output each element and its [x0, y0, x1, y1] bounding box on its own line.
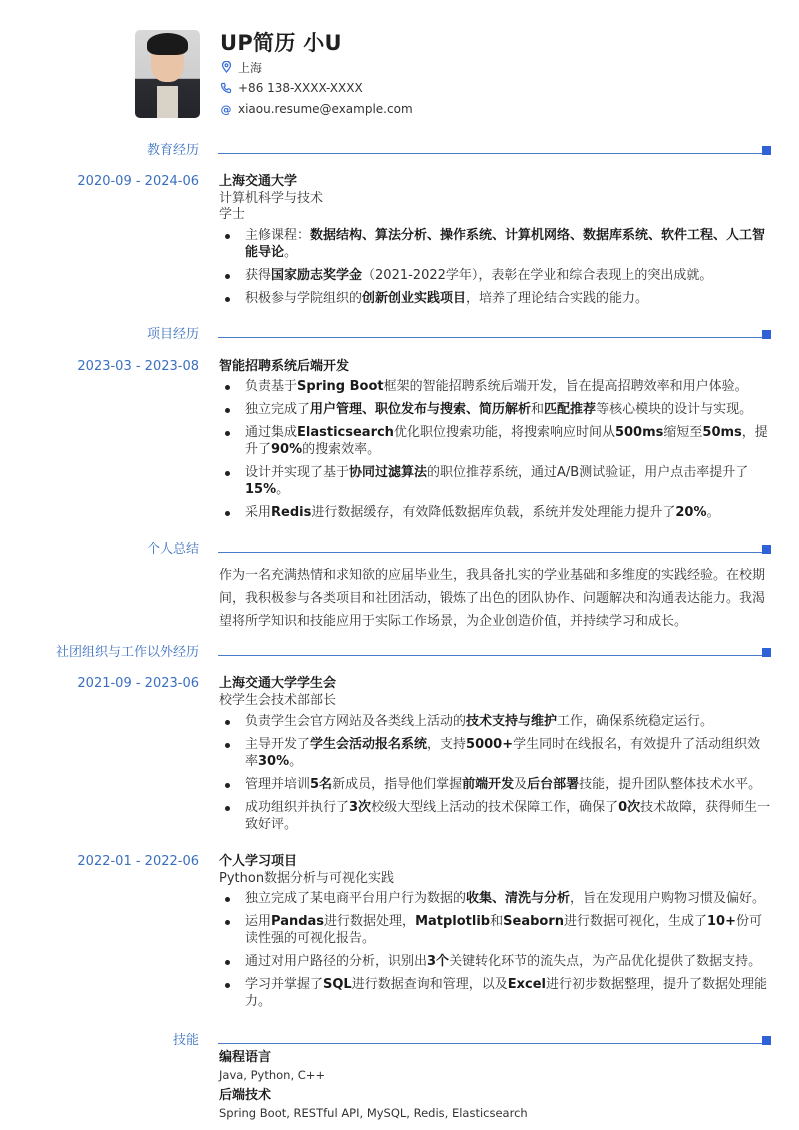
section-divider [218, 337, 762, 338]
project-title: 智能招聘系统后端开发 [219, 359, 350, 374]
entry-date: 2020-09 - 2024-06 [77, 174, 199, 189]
location-text: 上海 [238, 60, 263, 75]
map-pin-icon [220, 61, 232, 73]
bullet-item: 采用Redis进行数据缓存，有效降低数据库负载，系统并发处理能力提升了20%。 [219, 504, 771, 521]
email-text[interactable]: xiaou.resume@example.com [238, 102, 413, 116]
profile-photo [135, 30, 200, 118]
section-title: 个人总结 [146, 542, 199, 557]
section-marker [762, 1036, 771, 1045]
bullet-item: 运用Pandas进行数据处理，Matplotlib和Seaborn进行数据可视化，生成了10+份可读性强的可视化报告。 [219, 913, 771, 947]
section-marker [762, 545, 771, 554]
photo-shirt [157, 86, 178, 118]
contact-phone [220, 78, 413, 98]
bullet-item: 主修课程：数据结构、算法分析、操作系统、计算机网络、数据库系统、软件工程、人工智能导论。 [219, 227, 771, 261]
entry-date: 2022-01 - 2022-06 [77, 854, 199, 869]
candidate-name: UP简历 小U [220, 31, 342, 55]
bullet-item: 独立完成了某电商平台用户行为数据的收集、清洗与分析，旨在发现用户购物习惯及偏好。 [219, 890, 771, 907]
bullet-item: 负责学生会官方网站及各类线上活动的技术支持与维护工作，确保系统稳定运行。 [219, 713, 771, 730]
section-divider [218, 153, 762, 154]
bullet-item: 管理并培训5名新成员，指导他们掌握前端开发及后台部署技能，提升团队整体技术水平。 [219, 776, 771, 793]
bullet-item: 负责基于Spring Boot框架的智能招聘系统后端开发，旨在提高招聘效率和用户体验。 [219, 378, 771, 395]
section-divider [218, 655, 762, 656]
bullet-list [219, 890, 771, 1010]
bullet-item: 通过对用户路径的分析，识别出3个关键转化环节的流失点，为产品优化提供了数据支持。 [219, 953, 771, 970]
role: 校学生会技术部部长 [219, 693, 337, 708]
section-activities-header [0, 644, 799, 664]
section-title: 项目经历 [146, 327, 199, 342]
section-summary-header [0, 541, 799, 561]
bullet-item: 通过集成Elasticsearch优化职位搜索功能，将搜索响应时间从500ms缩短至50ms，提升了90%的搜索效率。 [219, 424, 771, 458]
contact-email [220, 99, 413, 119]
skill-category: 编程语言 [219, 1050, 272, 1065]
project-title: 个人学习项目 [219, 854, 298, 869]
bullet-item: 设计并实现了基于协同过滤算法的职位推荐系统，通过A/B测试验证，用户点击率提升了15%。 [219, 464, 771, 498]
photo-hair [147, 33, 188, 55]
section-marker [762, 648, 771, 657]
entry-date: 2023-03 - 2023-08 [77, 359, 199, 374]
contact-info [220, 30, 413, 118]
bullet-item: 主导开发了学生会活动报名系统，支持5000+学生同时在线报名，有效提升了活动组织效率30%。 [219, 736, 771, 770]
degree: 学士 [219, 207, 246, 222]
phone-text[interactable]: +86 138-XXXX-XXXX [238, 81, 363, 95]
org-name: 上海交通大学学生会 [219, 676, 337, 691]
section-divider [218, 1043, 762, 1044]
section-projects-header [0, 326, 799, 346]
phone-icon [220, 82, 232, 94]
skill-values: Java, Python, C++ [219, 1068, 326, 1082]
project-subtitle: Python数据分析与可视化实践 [219, 871, 395, 886]
section-education-header [0, 142, 799, 162]
bullet-item: 积极参与学院组织的创新创业实践项目，培养了理论结合实践的能力。 [219, 290, 771, 307]
school-name: 上海交通大学 [219, 174, 298, 189]
bullet-item: 独立完成了用户管理、职位发布与搜索、简历解析和匹配推荐等核心模块的设计与实现。 [219, 401, 771, 418]
entry-date: 2021-09 - 2023-06 [77, 676, 199, 691]
bullet-item: 获得国家励志奖学金（2021-2022学年），表彰在学业和综合表现上的突出成就。 [219, 267, 771, 284]
section-marker [762, 330, 771, 339]
bullet-item: 成功组织并执行了3次校级大型线上活动的技术保障工作，确保了0次技术故障，获得师生一致好评。 [219, 799, 771, 833]
major: 计算机科学与技术 [219, 191, 324, 206]
skill-values: Spring Boot, RESTful API, MySQL, Redis, Elasticsearch [219, 1106, 528, 1120]
section-title: 社团组织与工作以外经历 [55, 645, 199, 660]
section-marker [762, 146, 771, 155]
resume-header [135, 30, 413, 118]
bullet-item: 学习并掌握了SQL进行数据查询和管理，以及Excel进行初步数据整理，提升了数据处理能力。 [219, 976, 771, 1010]
at-icon: @ [220, 102, 232, 116]
section-divider [218, 552, 762, 553]
summary-text: 作为一名充满热情和求知欲的应届毕业生，我具备扎实的学业基础和多维度的实践经验。在校期间，我积极参与各类项目和社团活动，锻炼了出色的团队协作、问题解决和沟通表达能力。我渴望将所学知识和技能应用于实际工作场景，为企业创造价值，并持续学习和成长。 [219, 568, 766, 629]
bullet-list [219, 713, 771, 833]
section-title: 教育经历 [146, 143, 199, 158]
bullet-list [219, 227, 771, 307]
bullet-list [219, 378, 771, 521]
skill-category: 后端技术 [219, 1088, 272, 1103]
contact-location [220, 57, 413, 77]
section-title: 技能 [172, 1033, 199, 1048]
